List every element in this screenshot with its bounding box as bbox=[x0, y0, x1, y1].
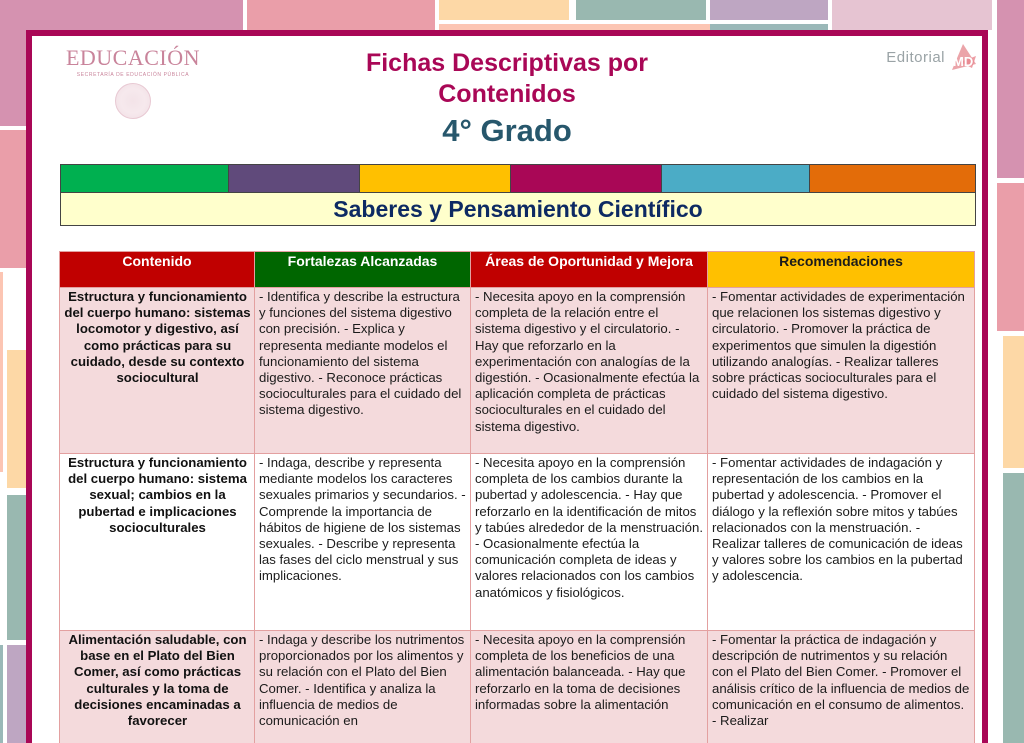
background-tile bbox=[576, 0, 706, 20]
table-row bbox=[60, 288, 975, 454]
document-page bbox=[26, 30, 988, 743]
cell-areas: - Necesita apoyo en la comprensión completa de la relación entre el sistema digestivo y el circulatorio. - Hay que reforzarlo en la experimentación con analogías de la digestión. - Ocasionalmente efectúa la aplicación completa de prácticas socioculturales en el cuidado del sistema digestivo. bbox=[471, 288, 708, 454]
sep-logo-wordmark: EDUCACIÓN bbox=[65, 45, 201, 70]
background-tile bbox=[997, 183, 1024, 331]
decorative-color-bar bbox=[60, 164, 976, 193]
page-title bbox=[32, 48, 982, 150]
background-tile bbox=[1003, 336, 1024, 468]
grade-label: 4° Grado bbox=[442, 113, 572, 148]
background-tile bbox=[0, 130, 26, 268]
cell-fortalezas: - Indaga, describe y representa mediante modelos los caracteres sexuales primarios y secundarios. - Comprende la importancia de hábitos de higiene de los sistemas sexuales. - Describe y representa las fases del ciclo menstrual y sus implicaciones. bbox=[255, 454, 471, 631]
cell-contenido: Estructura y funcionamiento del cuerpo humano: sistema sexual; cambios en la pubertad e implicaciones socioculturales bbox=[60, 454, 255, 631]
editorial-logo-text: Editorial bbox=[886, 48, 945, 66]
column-header: Áreas de Oportunidad y Mejora bbox=[471, 252, 708, 288]
background-tile bbox=[7, 495, 26, 640]
sep-logo-subtitle: SECRETARÍA DE EDUCACIÓN PÚBLICA bbox=[76, 72, 190, 78]
color-bar-segment bbox=[229, 165, 361, 192]
background-tile bbox=[439, 0, 569, 20]
color-bar-segment bbox=[810, 165, 975, 192]
background-tile bbox=[0, 645, 3, 743]
column-header: Fortalezas Alcanzadas bbox=[255, 252, 471, 288]
color-bar-segment bbox=[511, 165, 662, 192]
editorial-md-logo bbox=[886, 42, 978, 72]
cell-fortalezas: - Indaga y describe los nutrimentos proporcionados por los alimentos y su relación con el Plato del Bien Comer. - Identifica y analiza la influencia de medios de comunicación en bbox=[255, 631, 471, 743]
background-tile bbox=[7, 645, 26, 743]
color-bar-segment bbox=[360, 165, 511, 192]
cell-areas: - Necesita apoyo en la comprensión completa de los cambios durante la pubertad y adolescencia. - Hay que reforzarlo en la identificación de mitos y tabúes alrededor de la menstruación. - Ocasionalmente efectúa la comunicación completa de ideas y valores relacionados con los cambios anatómicos y fisiológicos. bbox=[471, 454, 708, 631]
svg-text:MD: MD bbox=[953, 54, 974, 69]
title-line-2: Contenidos bbox=[438, 80, 576, 108]
column-header: Recomendaciones bbox=[708, 252, 975, 288]
title-line-1: Fichas Descriptivas por bbox=[365, 49, 649, 77]
cell-recomendaciones: - Fomentar actividades de experimentación que relacionen los sistemas digestivo y circulatorio. - Promover la práctica de experimentos que simulen la digestión utilizando analogías. - Realizar talleres sobre prácticas socioculturales para el cuidado del sistema digestivo. bbox=[708, 288, 975, 454]
cell-contenido: Estructura y funcionamiento del cuerpo humano: sistemas locomotor y digestivo, así como prácticas para su cuidado, desde su contexto sociocultural bbox=[60, 288, 255, 454]
background-tile bbox=[7, 350, 26, 488]
cell-areas: - Necesita apoyo en la comprensión completa de los beneficios de una alimentación balanceada. - Hay que reforzarlo en la toma de decisiones informadas sobre la alimentación bbox=[471, 631, 708, 743]
color-bar-segment bbox=[662, 165, 811, 192]
background-tile bbox=[832, 0, 992, 30]
background-tile bbox=[1003, 473, 1024, 743]
background-tile bbox=[710, 0, 828, 20]
md-logo-icon bbox=[948, 42, 978, 72]
background-tile bbox=[0, 272, 3, 472]
cell-contenido: Alimentación saludable, con base en el Plato del Bien Comer, así como prácticas culturales y la toma de decisiones encaminadas a favorecer bbox=[60, 631, 255, 743]
background-tile bbox=[997, 0, 1024, 178]
descriptive-table bbox=[59, 251, 975, 743]
color-bar-segment bbox=[61, 165, 229, 192]
subject-banner: Saberes y Pensamiento Científico bbox=[60, 193, 976, 226]
cell-fortalezas: - Identifica y describe la estructura y funciones del sistema digestivo con precisión. - Explica y representa mediante modelos el funcionamiento del sistema digestivo. - Reconoce prácticas socioculturales para el cuidado del sistema digestivo. bbox=[255, 288, 471, 454]
cell-recomendaciones: - Fomentar la práctica de indagación y descripción de nutrimentos y su relación con el Plato del Bien Comer. - Promover el análisis crítico de la influencia de medios de comunicación en el consumo de alimentos. - Realizar bbox=[708, 631, 975, 743]
cell-recomendaciones: - Fomentar actividades de indagación y representación de los cambios en la pubertad y adolescencia. - Promover el diálogo y la reflexión sobre mitos y tabúes relacionados con la menstruación. - Realizar talleres de comunicación de ideas y valores sobre los cambios en la pubertad y adolescencia. bbox=[708, 454, 975, 631]
background-tile bbox=[247, 0, 435, 30]
column-header: Contenido bbox=[60, 252, 255, 288]
table-header-row bbox=[60, 252, 975, 288]
table-row bbox=[60, 454, 975, 631]
table-row bbox=[60, 631, 975, 743]
